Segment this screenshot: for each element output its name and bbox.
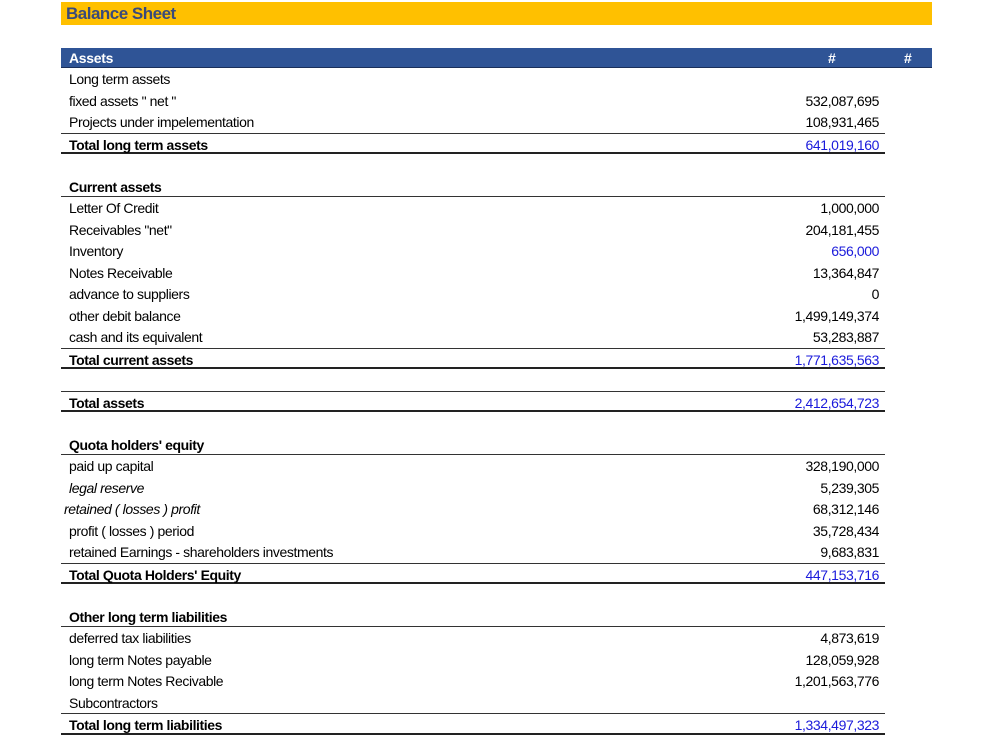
table-row: [61, 90, 885, 112]
sheet-title-bar: [61, 2, 932, 25]
table-row: [61, 627, 885, 649]
row-value[interactable]: 0: [871, 286, 879, 302]
row-value[interactable]: 9,683,831: [820, 544, 879, 560]
row-label[interactable]: paid up capital: [69, 458, 154, 474]
row-value[interactable]: 641,019,160: [805, 136, 879, 153]
row-value[interactable]: 108,931,465: [805, 114, 879, 130]
row-label[interactable]: long term Notes payable: [69, 651, 212, 668]
row-label[interactable]: Total Quota Holders' Equity: [69, 566, 241, 583]
header-col2: #: [904, 50, 912, 66]
row-label[interactable]: Total assets: [69, 394, 145, 411]
assets-header-row: [61, 48, 932, 68]
table-row: [61, 305, 885, 327]
table-row: [61, 520, 885, 542]
table-row: [61, 670, 885, 692]
row-label[interactable]: advance to suppliers: [69, 286, 190, 302]
table-row: [61, 133, 885, 155]
row-value[interactable]: 2,412,654,723: [794, 394, 879, 411]
row-value[interactable]: 532,087,695: [805, 92, 879, 109]
row-label[interactable]: Notes Receivable: [69, 264, 173, 281]
table-row: [61, 434, 885, 456]
row-value[interactable]: 128,059,928: [805, 651, 879, 668]
blank-row: [61, 412, 885, 434]
row-label[interactable]: other debit balance: [69, 307, 181, 324]
row-value[interactable]: 1,334,497,323: [794, 717, 879, 733]
row-value[interactable]: 4,873,619: [820, 630, 879, 646]
blank-row: [61, 584, 885, 606]
row-label[interactable]: legal reserve: [69, 479, 144, 496]
row-label[interactable]: retained Earnings - shareholders investments: [69, 544, 334, 560]
table-row: [61, 283, 885, 305]
row-label[interactable]: Quota holders' equity: [69, 436, 204, 453]
row-value[interactable]: 204,181,455: [805, 221, 879, 238]
row-label[interactable]: profit ( losses ) period: [69, 522, 195, 539]
table-row: [61, 649, 885, 671]
row-label[interactable]: retained ( losses ) profit: [64, 501, 200, 517]
blank-row: [61, 369, 885, 391]
table-row: [61, 197, 885, 219]
row-value[interactable]: 328,190,000: [805, 458, 879, 474]
row-value[interactable]: 35,728,434: [812, 522, 879, 539]
row-label[interactable]: deferred tax liabilities: [69, 630, 191, 646]
row-value[interactable]: 1,000,000: [820, 200, 879, 216]
row-value[interactable]: 13,364,847: [812, 264, 879, 281]
row-label[interactable]: Total long term assets: [69, 136, 208, 153]
table-row: [61, 240, 885, 262]
row-label[interactable]: Projects under impelementation: [69, 114, 254, 130]
row-label[interactable]: Total current assets: [69, 351, 194, 368]
table-row: [61, 498, 885, 520]
row-label[interactable]: Receivables "net": [69, 221, 172, 238]
table-row: [61, 477, 885, 499]
row-label[interactable]: Current assets: [69, 178, 162, 195]
row-label[interactable]: fixed assets " net ": [69, 92, 176, 109]
table-row: [61, 348, 885, 370]
row-value[interactable]: 1,771,635,563: [794, 351, 879, 368]
row-label[interactable]: Subcontractors: [69, 694, 158, 711]
table-row: [61, 455, 885, 477]
blank-row: [61, 154, 885, 176]
row-label[interactable]: Letter Of Credit: [69, 200, 159, 216]
row-value[interactable]: 1,201,563,776: [794, 673, 879, 689]
table-row: [61, 326, 885, 348]
table-row: [61, 391, 885, 413]
row-label[interactable]: Inventory: [69, 243, 123, 259]
table-row: [61, 176, 885, 198]
row-value[interactable]: 1,499,149,374: [794, 307, 879, 324]
row-value[interactable]: 68,312,146: [812, 501, 879, 517]
row-value[interactable]: 447,153,716: [805, 566, 879, 583]
table-row: [61, 606, 885, 628]
table-row: [61, 563, 885, 585]
table-row: [61, 262, 885, 284]
row-value[interactable]: 53,283,887: [812, 329, 879, 345]
table-row: [61, 68, 885, 90]
header-label: Assets: [69, 50, 114, 66]
table-row: [61, 713, 885, 735]
row-value[interactable]: 5,239,305: [820, 479, 879, 496]
balance-sheet-table: [61, 68, 885, 735]
row-label[interactable]: Long term assets: [69, 71, 170, 87]
table-row: [61, 692, 885, 714]
table-row: [61, 219, 885, 241]
row-label[interactable]: Other long term liabilities: [69, 608, 228, 625]
table-row: [61, 541, 885, 563]
row-value[interactable]: 656,000: [831, 243, 879, 259]
row-label[interactable]: cash and its equivalent: [69, 329, 203, 345]
row-label[interactable]: long term Notes Recivable: [69, 673, 224, 689]
row-label[interactable]: Total long term liabilities: [69, 717, 223, 733]
sheet-title: Balance Sheet: [66, 4, 176, 23]
table-row: [61, 111, 885, 133]
header-col1: #: [828, 50, 836, 66]
